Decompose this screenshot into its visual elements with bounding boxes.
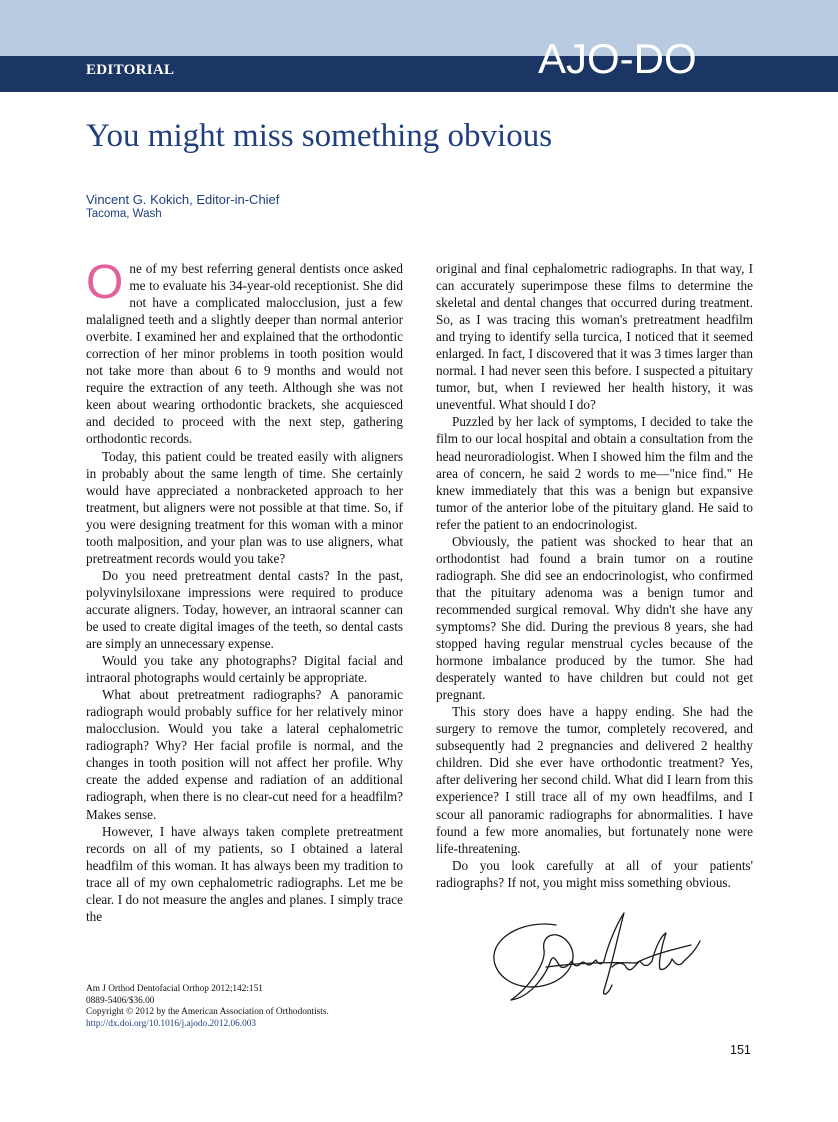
paragraph: However, I have always taken complete pretreatment records on all of my patients, so I obtained a lateral headfilm of this woman. It has always been my tradition to trace all of my own cephalometric radiographs. Let me be clear. I do not measure the angles and planes. I simply trace the xyxy=(86,823,403,924)
paragraph: Today, this patient could be treated easily with aligners in probably about the same length of time. She certainly would have appreciated a nonbracketed approach to her treatment, but aligners were not possible at that time. So, if you were designing treatment for this woman with a minor tooth malposition, and your plan was to use aligners, what pretreatment records would you take? xyxy=(86,448,403,566)
paragraph: Do you look carefully at all of your patients' radiographs? If not, you might miss something obvious. xyxy=(436,857,753,890)
paragraph: Do you need pretreatment dental casts? In the past, polyvinylsiloxane impressions were required to produce accurate aligners. Today, however, an intraoral scanner can be used to create digital images of the teeth, so dental casts are simply an unnecessary expense. xyxy=(86,567,403,652)
doi-link[interactable]: http://dx.doi.org/10.1016/j.ajodo.2012.06.003 xyxy=(86,1018,257,1029)
copyright: Copyright © 2012 by the American Association of Orthodontists. xyxy=(86,1007,329,1017)
citation-footer xyxy=(86,984,329,1030)
page-number: 151 xyxy=(730,1043,751,1057)
journal-logo: AJO-DO xyxy=(538,35,697,82)
author-location: Tacoma, Wash xyxy=(86,208,162,220)
paragraph: Obviously, the patient was shocked to hear that an orthodontist had found a brain tumor on a routine radiograph. She did see an endocrinologist, who confirmed that the pituitary adenoma was a benign tumor and recommended surgical removal. Why didn't she have any symptoms? She did. During the previous 8 years, she had stopped having regular menstrual cycles because of the hormone imbalance produced by the tumor. She had desperately wanted to have children but could not get pregnant. xyxy=(436,533,753,703)
drop-cap: O xyxy=(86,256,124,309)
paragraph: One of my best referring general dentists once asked me to evaluate his 34-year-old receptionist. She did not have a complicated malocclusion, just a few malaligned teeth and a slightly deeper than normal anterior overbite. I examined her and explained that the orthodontic correction of her minor problems in tooth position would not take more than about 6 to 9 months and would not require the extraction of any teeth. Although she was not keen about wearing orthodontic brackets, she acquiesced and decided to proceed with the next step, gathering orthodontic records. xyxy=(86,256,403,447)
paragraph: What about pretreatment radiographs? A panoramic radiograph would probably suffice for her relatively minor malocclusion. Would you take a lateral cephalometric radiograph? Why? Her facial profile is normal, and the changes in tooth position will not affect her profile. Why create the added expense and radiation of an additional radiograph, when there is no clear-cut need for a headfilm? Makes sense. xyxy=(86,687,403,822)
author-name: Vincent G. Kokich, Editor-in-Chief xyxy=(86,192,280,207)
handwritten-signature xyxy=(486,905,716,1005)
article-title: You might miss something obvious xyxy=(86,118,553,154)
citation: Am J Orthod Dentofacial Orthop 2012;142:151 xyxy=(86,984,263,994)
section-label: EDITORIAL xyxy=(86,62,175,78)
paragraph: Would you take any photographs? Digital facial and intraoral photographs would certainly be appropriate. xyxy=(86,653,403,686)
paragraph: Puzzled by her lack of symptoms, I decided to take the film to our local hospital and obtain a consultation from the head neuroradiologist. When I showed him the film and the area of concern, he said 2 words to me—"nice find." He knew immediately that this was a benign but expansive tumor of the anterior lobe of the pituitary gland. He said to refer the patient to an endocrinologist. xyxy=(436,414,753,532)
right-column xyxy=(436,260,753,891)
paragraph: This story does have a happy ending. She had the surgery to remove the tumor, completely recovered, and subsequently had 2 pregnancies and delivered 2 healthy children. Did she ever have orthodontic treatment? Yes, after delivering her second child. What did I learn from this experience? I still trace all of my own headfilms, and I scour all panoramic radiographs for abnormalities. I have found a few more anomalies, but fortunately none were life-threatening. xyxy=(436,704,753,856)
header-band xyxy=(0,0,838,56)
issn: 0889-5406/$36.00 xyxy=(86,995,155,1006)
paragraph: original and final cephalometric radiographs. In that way, I can accurately superimpose these films to determine the skeletal and dental changes that occurred during treatment. So, as I was tracing this woman's pretreatment headfilm and trying to identify sella turcica, I noticed that it seemed enlarged. In fact, I discovered that it was 3 times larger than normal. I had never seen this before. I suspected a pituitary tumor, but, when I reviewed her health history, it was uneventful. What should I do? xyxy=(436,261,753,413)
left-column xyxy=(86,256,403,925)
